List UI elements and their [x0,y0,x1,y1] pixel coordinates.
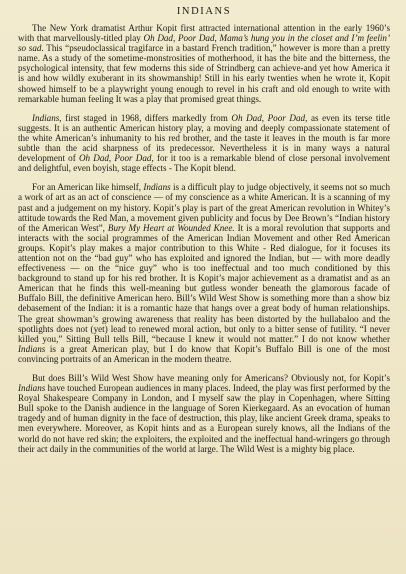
page-title: INDIANS [176,6,232,17]
text-run: is a difficult play to judge objectively, it seems not so much a work of art as an act of conscience — of my conscience as a white American. It is a scanning of my past and a judgement on my history. Kopit’s play is part of the great American revolution in Whitey’s attitude towards the Red Man, a movement given publicity and focus by Dee Brown’s “Indian history of the American West”, [18,182,391,233]
text-run: as even its terse title suggests. It is an authentic American history play, a moving and deeply compassionate statement of the white American’s inhumanity to his red brother, and the taste it leaves in the mouth is far more subtle than the acid sharpness of its predecessor. Nevertheless it is in many ways a natural development of [18,112,390,164]
italic-title-run: Oh Dad, Poor Dad, [78,153,154,164]
italic-title-run: Oh Dad, Poor Dad, Mama’s hung you in the closet and I’m feelin’ so sad. [18,33,390,54]
italic-title-run: Indians, [32,112,62,123]
text-run: It is a moral revolution that supports and interacts with the social programmes of the American Indian Movement and other Red American groups. Kopit’s play makes a major contribution to this White - Red dialogue, for it focuses its attention not on the “bad guy” who has exploited and ignored the Indian, but — with more deadly effectiveness — on the “nice guy” who is too ineffectual and too much conditioned by this background to stand up for his red brother. It is Kopit’s major achievement as a dramatist and as an American that he finds this well-meaning but gutless wonder beneath the glamorous facade of Buffalo Bill, the definitive American hero. Bill’s Wild West Show is something more than a show biz debasement of the Indian: it is a romantic haze that hangs over a great body of human relationships. The great showman’s growing awareness that reality has been distorted by the hullabaloo and the spotlights does not (yet) lead to renewed moral action, but only to a bitter sense of futility. “I never killed you,” Sitting Bull tells Bill, “because I knew it would not matter.” I do not know whether [18,222,390,344]
italic-title-run: Indians [18,343,46,354]
paragraph-1 [18,23,390,104]
italic-title-run: Bury My Heart at Wounded Knee. [107,222,235,233]
text-run: This “pseudoclassical tragifarce in a bastard French tradition,” however is more than a pretty name. As a study of the sometime-monstrosities of motherhood, it has the bite and the bitterness, the psychological intensity, that few moderns this side of Strindberg can achieve-and yet how America it is and how wildly exuberant in its showmanship! Still in his early twenties when he wrote it, Kopit showed himself to be a playwright young enough to revel in his craft and old enough to write with remarkable human feeling It was a play that promised great things. [18,43,391,104]
italic-title-run: Oh Dad, Poor Dad, [231,112,308,123]
text-run: The New York dramatist Arthur Kopit first attracted international attention in the early 1960’s with that marvellously-titled play [18,23,390,44]
text-run: for it too is a remarkable blend of close personal involvement and delightful, even boyish, stage effects - The Kopit blend. [18,153,390,174]
paragraph-2 [18,113,390,174]
text-run: But does Bill’s Wild West Show have meaning only for Americans? Obviously not, for Kopit’s [32,373,390,383]
italic-title-run: Indians [143,182,171,193]
text-run: first staged in 1968, differs markedly from [61,112,232,123]
text-run: is a great American play, but I do know that Kopit’s Buffalo Bill is one of the most convincing portraits of an American in the modern theatre. [18,343,390,364]
paragraph-4 [18,373,390,454]
italic-title-run: Indians [18,383,46,394]
text-run: have touched European audiences in many places. Indeed, the play was first performed by the Royal Shakespeare Company in London, and I myself saw the play in Copenhagen, where Sitting Bull spoke to the Danish audience in the language of Soren Kierkegaard. As an evocation of human tragedy and of human dignity in the face of destruction, this play, like ancient Greek drama, speaks to men everywhere. Moreover, as Kopit hints and as a European surely knows, all the Indians of the world do not have red skin; the exploiters, the exploited and the ineffectual hand-wringers go through their act daily in the communities of the world at large. The Wild West is a mighty big place. [18,383,390,454]
paragraph-3 [18,182,390,364]
text-run: For an American like himself, [32,182,144,193]
